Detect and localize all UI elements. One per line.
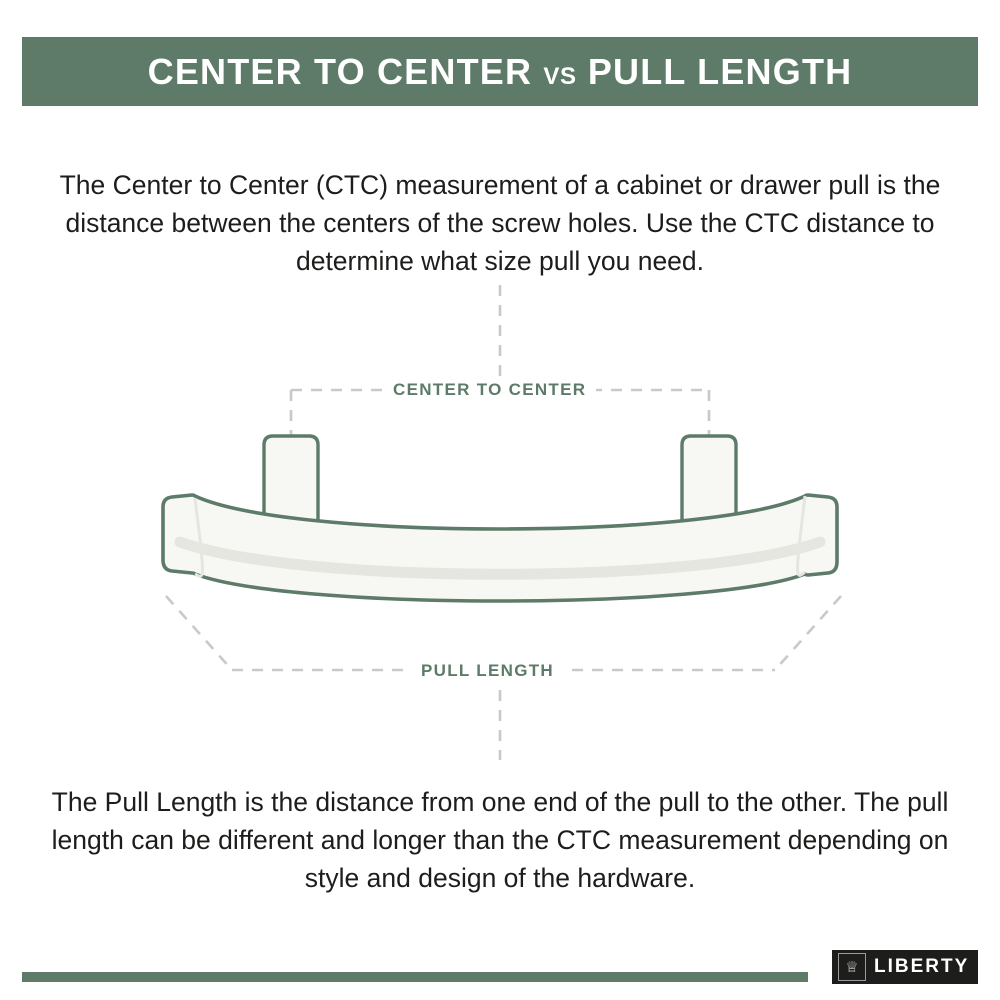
pull-diagram-svg	[0, 280, 1000, 770]
screw-posts	[264, 436, 736, 525]
outro-paragraph: The Pull Length is the distance from one end of the pull to the other. The pull length can be different and longer than the CTC measurement depending on style and design of the hardware.	[51, 787, 949, 893]
footer-rule	[22, 972, 808, 982]
header-title-part-2: PULL LENGTH	[587, 50, 853, 92]
header-title-part-1: CENTER TO CENTER	[147, 50, 533, 92]
ctc-dimension-label: CENTER TO CENTER	[383, 380, 596, 400]
header-title-vs: VS	[543, 62, 577, 90]
brand-name: LIBERTY	[874, 956, 970, 977]
screw-post-right	[682, 436, 736, 525]
page-title	[147, 50, 853, 92]
brand-emblem-icon: ♕	[838, 953, 866, 981]
brand-logo	[832, 950, 978, 984]
intro-paragraph: The Center to Center (CTC) measurement of a cabinet or drawer pull is the distance between the centers of the screw holes. Use the CTC distance to determine what size pull you need.	[59, 170, 941, 276]
pull-length-dimension-label: PULL LENGTH	[411, 661, 564, 681]
header-banner	[22, 37, 978, 106]
screw-post-left	[264, 436, 318, 525]
pull-diagram	[0, 280, 1000, 770]
